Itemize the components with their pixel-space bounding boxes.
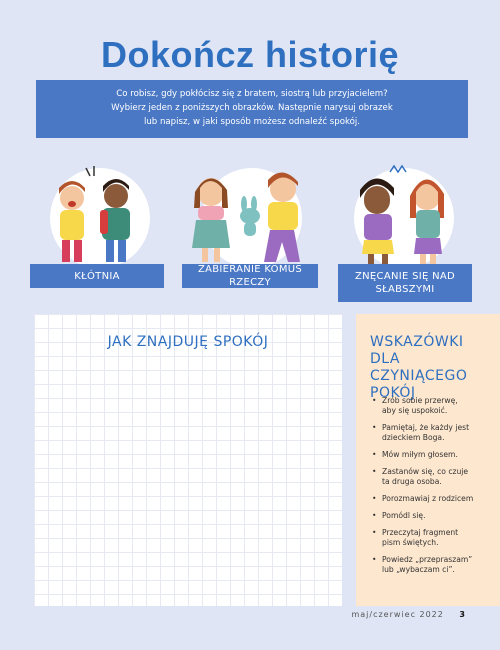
tips-heading-line: POKÓJ bbox=[370, 385, 416, 401]
scene-label-argument bbox=[30, 264, 164, 288]
scene-label-bullying bbox=[338, 264, 472, 302]
intro-line: Co robisz, gdy pokłócisz się z bratem, siostrą lub przyjacielem? bbox=[116, 89, 388, 99]
scene-label-text: ZABIERANIE KOMUŚ RZECZY bbox=[197, 264, 303, 288]
issue-date: maj/czerwiec 2022 bbox=[351, 610, 444, 619]
intro-line: Wybierz jeden z poniższych obrazków. Następnie narysuj obrazek bbox=[111, 103, 393, 113]
tips-heading-line: WSKAZÓWKI bbox=[370, 334, 464, 350]
tip-text: • Mów miłym głosem. bbox=[382, 450, 458, 459]
tip-text: pism świętych. bbox=[382, 538, 439, 547]
tip-text: dzieckiem Boga. bbox=[382, 433, 445, 442]
list-item bbox=[372, 396, 494, 416]
tip-text: aby się uspokoić. bbox=[382, 406, 448, 415]
tip-text: • Porozmawiaj z rodzicem bbox=[382, 494, 474, 503]
drawing-area[interactable] bbox=[34, 314, 342, 606]
list-item bbox=[372, 467, 494, 487]
tip-text: lub „wybaczam ci”. bbox=[382, 565, 455, 574]
tip-text: • Zrób sobie przerwę, bbox=[382, 396, 458, 405]
list-item bbox=[372, 494, 494, 504]
intro-line: lub napisz, w jaki sposób możesz odnaleźć spokój. bbox=[143, 117, 361, 127]
drawing-area-heading: JAK ZNAJDUJĘ SPOKÓJ bbox=[107, 334, 269, 350]
scene-label-text: ZNĘCANIE SIĘ NAD bbox=[354, 271, 455, 282]
scene-label-text: SŁABSZYMI bbox=[375, 284, 435, 295]
page-footer bbox=[351, 610, 466, 619]
list-item bbox=[372, 423, 494, 443]
list-item bbox=[372, 528, 494, 548]
two-kids-arguing-illustration[interactable] bbox=[30, 158, 170, 268]
kid-bullying-illustration[interactable] bbox=[334, 158, 474, 268]
tips-panel bbox=[356, 314, 500, 606]
list-item bbox=[372, 511, 494, 521]
tips-heading bbox=[370, 334, 495, 402]
scene-label-text: KŁÓTNIA bbox=[74, 270, 120, 282]
page-title: Dokończ historię bbox=[100, 34, 400, 75]
tip-text: • Zastanów się, co czuje bbox=[382, 467, 469, 476]
tips-list bbox=[372, 396, 494, 582]
list-item bbox=[372, 450, 494, 460]
kid-taking-toy-illustration[interactable] bbox=[182, 158, 322, 268]
tip-text: • Pomódl się. bbox=[382, 511, 426, 520]
tips-heading-line: DLA CZYNIĄCEGO bbox=[370, 351, 468, 384]
tip-text: ta druga osoba. bbox=[382, 477, 442, 486]
page-number: 3 bbox=[459, 610, 466, 619]
scene-label-taking-things bbox=[182, 264, 318, 288]
tip-text: • Przeczytaj fragment bbox=[382, 528, 459, 537]
intro-box bbox=[36, 80, 468, 138]
list-item bbox=[372, 555, 494, 575]
tip-text: • Pamiętaj, że każdy jest bbox=[382, 423, 470, 432]
tip-text: • Powiedz „przepraszam” bbox=[382, 555, 473, 564]
